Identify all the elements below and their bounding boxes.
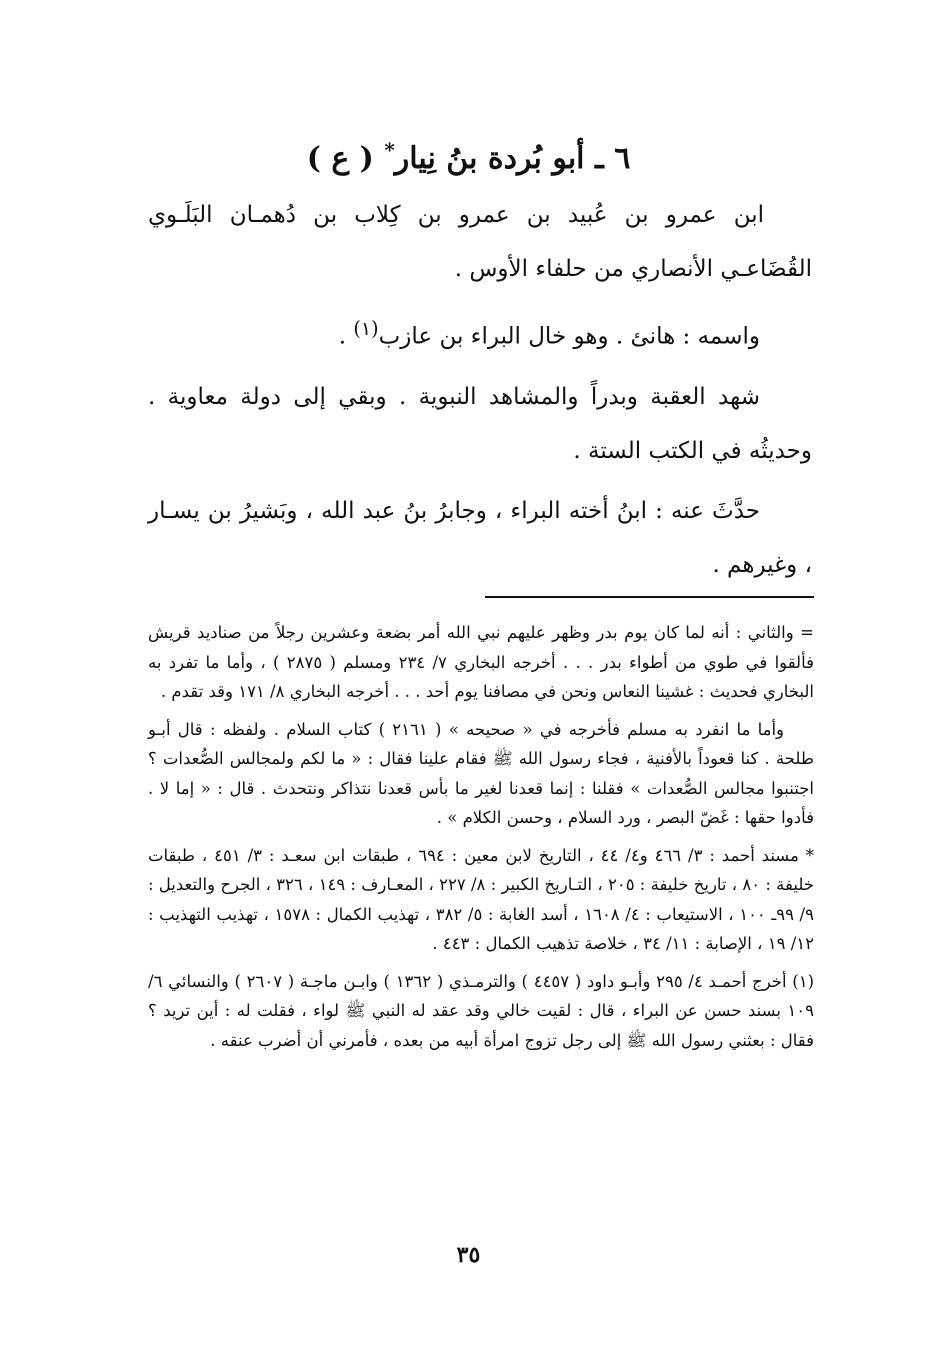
title-code: ( ع ) [306,141,374,176]
footnote-sources: * مسند أحمد : ٣/ ٤٦٦ و٤/ ٤٤ ، التاريخ لابن معين : ٦٩٤ ، طبقات ابن سعـد : ٣/ ٤٥١ ، طبقات خليفة : ٨٠ ، تاريخ خليفة : ٢٠٥ ، التـاريخ الكبير : ٨/ ٢٢٧ ، المعـارف : ١٤٩ ، ٣٢٦ ، الجرح والتعديل : ٩/ ٩٩ـ ١٠٠ ، الاستيعاب : ٤/ ١٦٠٨ ، أسد الغابة : ٥/ ٣٨٢ ، تهذيب الكمال : ١٥٧٨ ، تهذيب التهذيب : ١٢/ ١٩ ، الإصابة : ١١/ ٣٤ ، خلاصة تذهيب الكمال : ٤٤٣ . [148,845,814,953]
footnotes [148,618,814,1063]
lineage-paragraph: ابن عمرو بن عُبيد بن عمرو بن كِلاب بن دُهمـان البَلَـوي القُضَاعـي الأنصاري من حلفاء الأوس . [148,202,812,282]
footnote-continuation: = والثاني : أنه لما كان يوم بدر وظهر عليهم نبي الله أمر بضعة وعشرين رجلاً من صناديد قريش فألقوا في طوي من أطواء بدر . . . أخرجه البخاري ٧/ ٢٣٤ ومسلم ( ٢٨٧٥ ) ، وأما ما تفرد به البخاري فحديث : غشينا النعاس ونحن في مصافنا يوم أحد . . . أخرجه البخاري ٨/ ١٧١ وقد تقدم . [148,623,814,701]
page-number: ٣٥ [456,1242,481,1268]
name-paragraph [148,302,812,364]
narrators-paragraph: حدَّثَ عنه : ابنُ أخته البراء ، وجابرُ بنُ عبد الله ، وبَشيرُ بن يسـار ، وغيرهم . [148,497,812,578]
main-text [148,188,812,598]
name-end: . [338,323,354,350]
name-text: واسمه : هانئ . وهو خال البراء بن عازب [378,323,760,350]
title-text: ٦ ـ أبو بُردة بنُ نِيار [394,141,631,176]
battles-paragraph: شهد العقبة وبدراً والمشاهد النبوية . وبقي إلى دولة معاوية . وحديثُه في الكتب الستة . [148,383,812,464]
biography-title [150,128,787,181]
footnote-divider [485,596,814,598]
footnote-ref: (١) [353,317,379,340]
title-asterisk: * [384,138,395,162]
footnote-muslim: وأما ما انفرد به مسلم فأخرجه في « صحيحه » ( ٢١٦١ ) كتاب السلام . ولفظه : قال أبـو طلحة . كنا قعوداً بالأفنية ، فجاء رسول الله ﷺ فقام علينا فقال : « ما لكم ولمجالس الصُّعدات ؟ اجتنبوا مجالس الصُّعدات » فقلنا : إنما قعدنا لغير ما بأس قعدنا نتذاكر ونتحدث . قال : « إما لا . فأدوا حقها : غَضّ البصر ، ورد السلام ، وحسن الكلام » . [148,719,814,827]
footnote-1: (١) أخرج أحمـد ٤/ ٢٩٥ وأبـو داود ( ٤٤٥٧ ) والترمـذي ( ١٣٦٢ ) وابـن ماجـة ( ٢٦٠٧ ) والنسائي ٦/ ١٠٩ بسند حسن عن البراء ، قال : لقيت خالي وقد عقد له النبي ﷺ لواء ، فقلت له : أين تريد ؟ فقال : بعثني رسول الله ﷺ إلى رجل تزوج امرأة أبيه من بعده ، فأمرني أن أضرب عنقه . [148,971,815,1050]
